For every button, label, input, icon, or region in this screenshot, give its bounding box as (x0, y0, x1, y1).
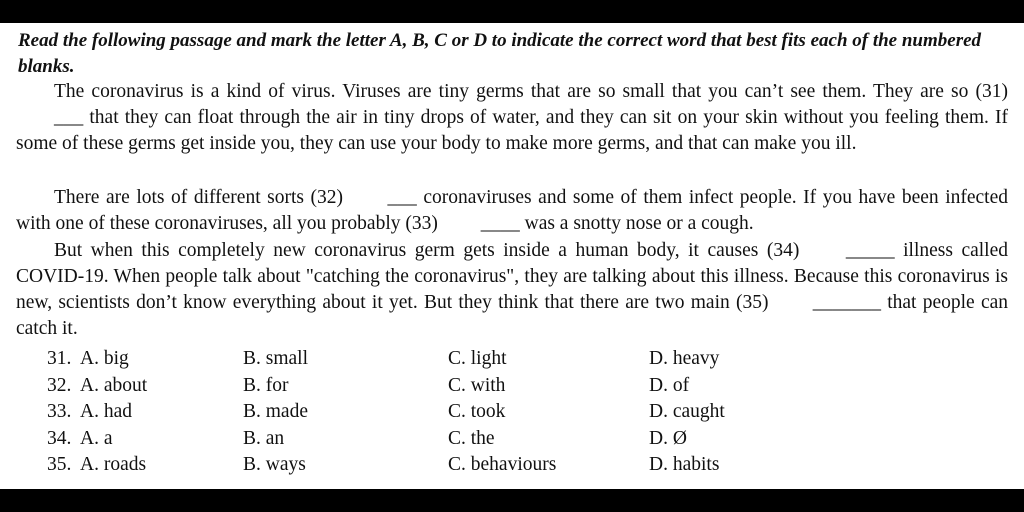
option-c[interactable]: C. behaviours (448, 454, 557, 475)
option-b[interactable]: B. made (243, 401, 308, 422)
paragraph-text: that they can float through the air in tiny drops of water, and they can sit on your skin without you feeling them. If some of these germs get inside you, they can use your body to make more germs, and that can make you ill. (16, 107, 1008, 154)
worksheet-page (0, 23, 1024, 489)
option-b[interactable]: B. small (243, 348, 309, 369)
passage-paragraph-1 (16, 79, 1008, 157)
question-number: 34. (47, 427, 72, 449)
option-b[interactable]: B. for (243, 374, 289, 396)
option-b[interactable]: B. an (243, 427, 285, 449)
paragraph-text: was a snotty nose or a cough. (519, 213, 754, 234)
question-row-33 (0, 399, 1024, 426)
blank-35: _______ (812, 292, 881, 313)
paragraph-text: that people can catch it. (16, 292, 1008, 339)
option-c[interactable]: C. the (448, 427, 495, 449)
blank-31: ___ (54, 107, 84, 128)
question-row-34 (0, 426, 1024, 453)
option-d[interactable]: D. heavy (649, 348, 720, 369)
option-d[interactable]: D. habits (649, 454, 720, 475)
passage-paragraph-2 (16, 185, 1008, 237)
option-d[interactable]: D. Ø (649, 427, 687, 449)
option-a[interactable]: A. about (80, 374, 148, 396)
blank-34: _____ (845, 240, 895, 261)
question-row-32 (0, 373, 1024, 400)
option-a[interactable]: A. a (80, 427, 113, 449)
paragraph-text: The coronavirus is a kind of virus. Viruses are tiny germs that are so small that you can’t see them. They are so (31) (54, 81, 1008, 102)
option-d[interactable]: D. of (649, 374, 690, 396)
question-row-35 (0, 452, 1024, 479)
paragraph-text: But when this completely new coronavirus germ gets inside a human body, it causes (34) (54, 240, 808, 261)
instruction-heading: Read the following passage and mark the letter A, B, C or D to indicate the correct word that best fits each of the numbered blanks. (18, 30, 982, 77)
question-number: 32. (47, 374, 72, 396)
option-a[interactable]: A. had (80, 401, 132, 422)
passage-paragraph-3 (16, 238, 1008, 342)
option-a[interactable]: A. big (80, 348, 129, 369)
paragraph-text: coronaviruses and some of them infect people. If you have been infected with one of these coronaviruses, all you probably (33) (16, 187, 1008, 234)
question-number: 35. (47, 454, 72, 475)
option-d[interactable]: D. caught (649, 401, 725, 422)
question-number: 33. (47, 401, 72, 422)
question-row-31 (0, 346, 1024, 373)
question-number: 31. (47, 348, 72, 369)
option-a[interactable]: A. roads (80, 454, 147, 475)
answer-options (0, 346, 1024, 479)
paragraph-text: illness called COVID-19. When people talk about "catching the coronavirus", they are talking about this illness. Because this coronavirus is new, scientists don’t know everything about it yet. But they think that there are two main (35) (16, 240, 1008, 313)
option-c[interactable]: C. took (448, 401, 506, 422)
paragraph-text: There are lots of different sorts (32) (54, 187, 350, 208)
option-c[interactable]: C. light (448, 348, 507, 369)
option-b[interactable]: B. ways (243, 454, 306, 475)
blank-32: ___ (387, 187, 417, 208)
blank-33: ____ (480, 213, 520, 234)
option-c[interactable]: C. with (448, 374, 506, 396)
